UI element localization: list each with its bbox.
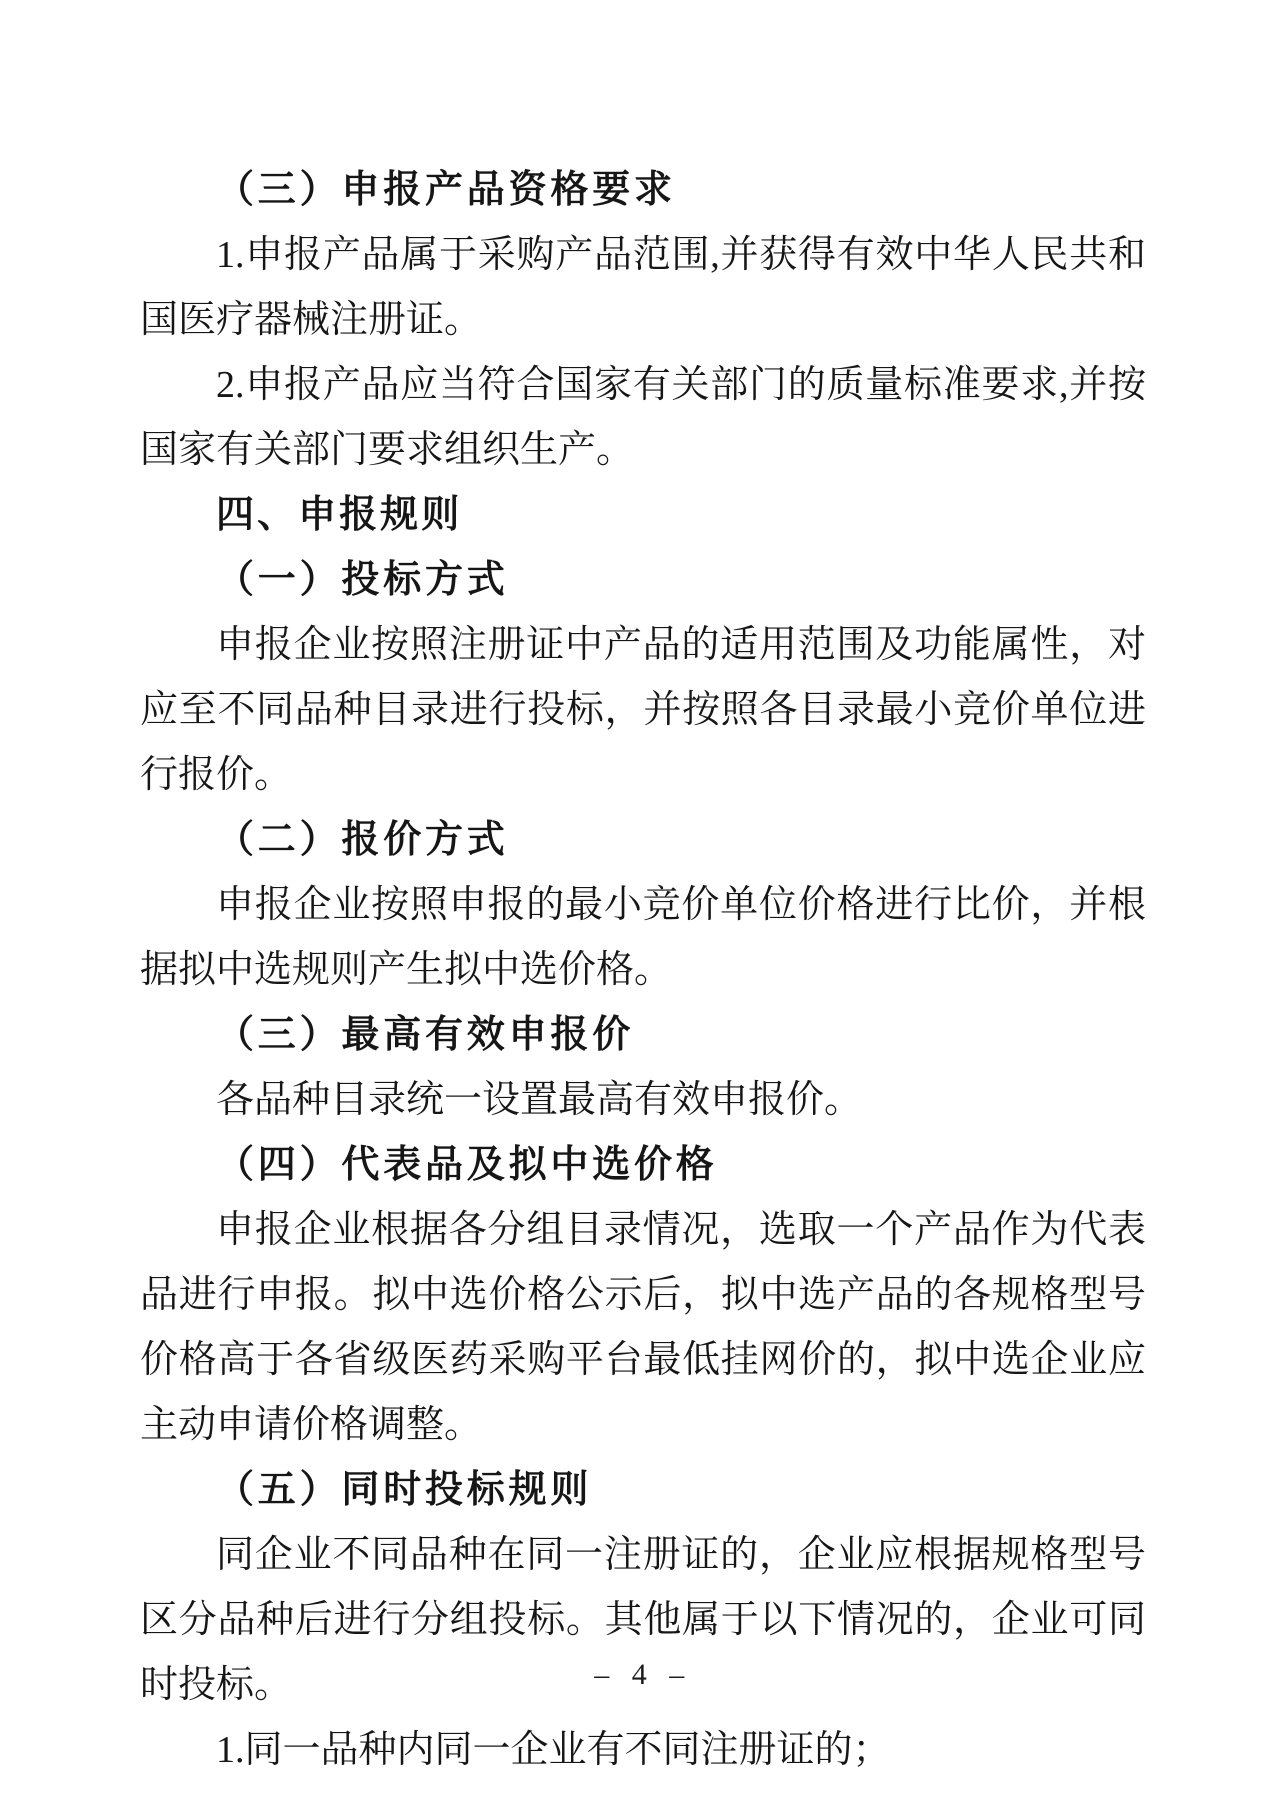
document-body — [140, 158, 1146, 1783]
heading-4-5-simultaneous-bidding: （五）同时投标规则 — [216, 1469, 593, 1511]
heading-chapter-4-declaration-rules: 四、申报规则 — [216, 494, 463, 536]
para-quotation-method: 申报企业按照申报的最小竞价单位价格进行比价，并根据拟中选规则产生拟中选价格。 — [140, 884, 1146, 991]
para-max-valid-declared-price: 各品种目录统一设置最高有效申报价。 — [216, 1079, 863, 1121]
para-bidding-method: 申报企业按照注册证中产品的适用范围及功能属性，对应至不同品种目录进行投标，并按照各目录最小竞价单位进行报价。 — [140, 624, 1146, 796]
para-representative-product: 申报企业根据各分组目录情况，选取一个产品作为代表品进行申报。拟中选价格公示后，拟中选产品的各规格型号价格高于各省级医药采购平台最低挂网价的，拟中选企业应主动申请价格调整。 — [140, 1209, 1146, 1446]
heading-4-1-bidding-method: （一）投标方式 — [216, 559, 509, 601]
page-footer — [140, 1655, 1146, 1695]
para-simultaneous-bidding: 同企业不同品种在同一注册证的，企业应根据规格型号区分品种后进行分组投标。其他属于以下情况的，企业可同时投标。 — [140, 1534, 1146, 1706]
heading-4-3-max-valid-declared-price: （三）最高有效申报价 — [216, 1014, 635, 1056]
para-quality-standards: 2.申报产品应当符合国家有关部门的质量标准要求,并按国家有关部门要求组织生产。 — [140, 364, 1146, 471]
page-number: – 4 – — [594, 1658, 692, 1691]
para-product-scope-registration: 1.申报产品属于采购产品范围,并获得有效中华人民共和国医疗器械注册证。 — [140, 234, 1146, 341]
heading-4-4-representative-product: （四）代表品及拟中选价格 — [216, 1144, 718, 1186]
heading-section-3-product-qualification: （三）申报产品资格要求 — [216, 169, 676, 211]
para-item-1-different-certificates: 1.同一品种内同一企业有不同注册证的； — [216, 1729, 891, 1771]
heading-4-2-quotation-method: （二）报价方式 — [216, 819, 509, 861]
